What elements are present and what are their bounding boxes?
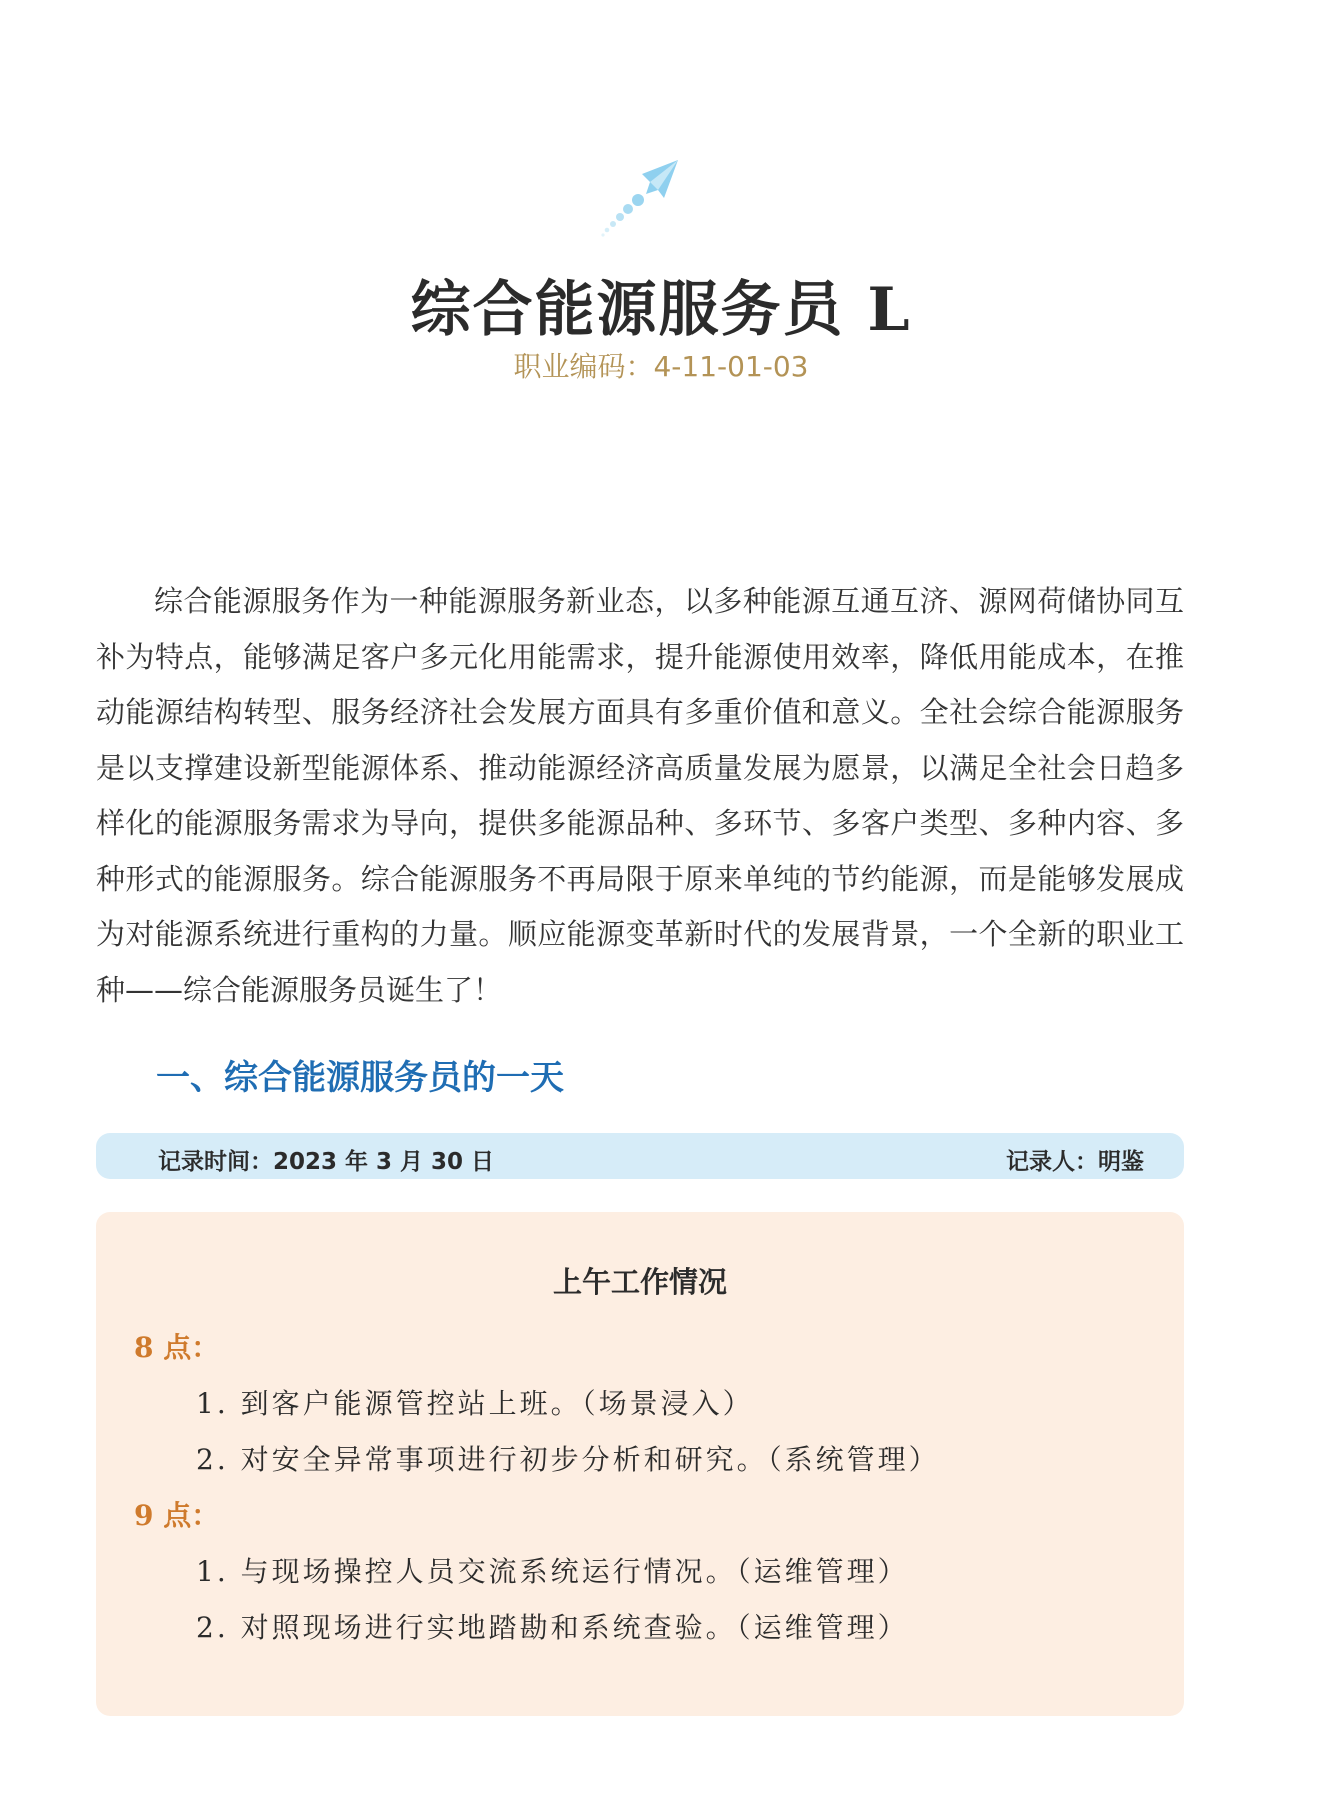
section-heading: 一、综合能源服务员的一天 (156, 1058, 564, 1098)
record-person: 记录人：明鉴 (1006, 1149, 1144, 1175)
task-item: 2. 对照现场进行实地踏勘和系统查验。（运维管理） (196, 1611, 909, 1644)
rocket-arrow-icon (600, 158, 680, 238)
task-item: 2. 对安全异常事项进行初步分析和研究。（系统管理） (196, 1443, 940, 1476)
time-label-8: 8 点： (134, 1331, 220, 1364)
morning-work-card (96, 1212, 1184, 1716)
record-bar (96, 1133, 1184, 1179)
card-title: 上午工作情况 (552, 1265, 727, 1299)
page-title: 综合能源服务员 L (410, 275, 912, 345)
task-item: 1. 到客户能源管控站上班。（场景浸入） (196, 1387, 754, 1420)
record-time: 记录时间：2023 年 3 月 30 日 (158, 1149, 495, 1175)
time-label-9: 9 点： (134, 1499, 220, 1532)
intro-paragraph: 综合能源服务作为一种能源服务新业态，以多种能源互通互济、源网荷储协同互补为特点，能够满足客户多元化用能需求，提升能源使用效率，降低用能成本，在推动能源结构转型、服务经济社会发展方面具有多重价值和意义。全社会综合能源服务是以支撑建设新型能源体系、推动能源经济高质量发展为愿景，以满足全社会日趋多样化的能源服务需求为导向，提供多能源品种、多环节、多客户类型、多种内容、多种形式的能源服务。综合能源服务不再局限于原来单纯的节约能源，而是能够发展成为对能源系统进行重构的力量。顺应能源变革新时代的发展背景，一个全新的职业工种——综合能源服务员诞生了！ (96, 584, 1184, 1007)
task-item: 1. 与现场操控人员交流系统运行情况。（运维管理） (196, 1555, 909, 1588)
occupation-code: 职业编码：4-11-01-03 (513, 350, 809, 383)
